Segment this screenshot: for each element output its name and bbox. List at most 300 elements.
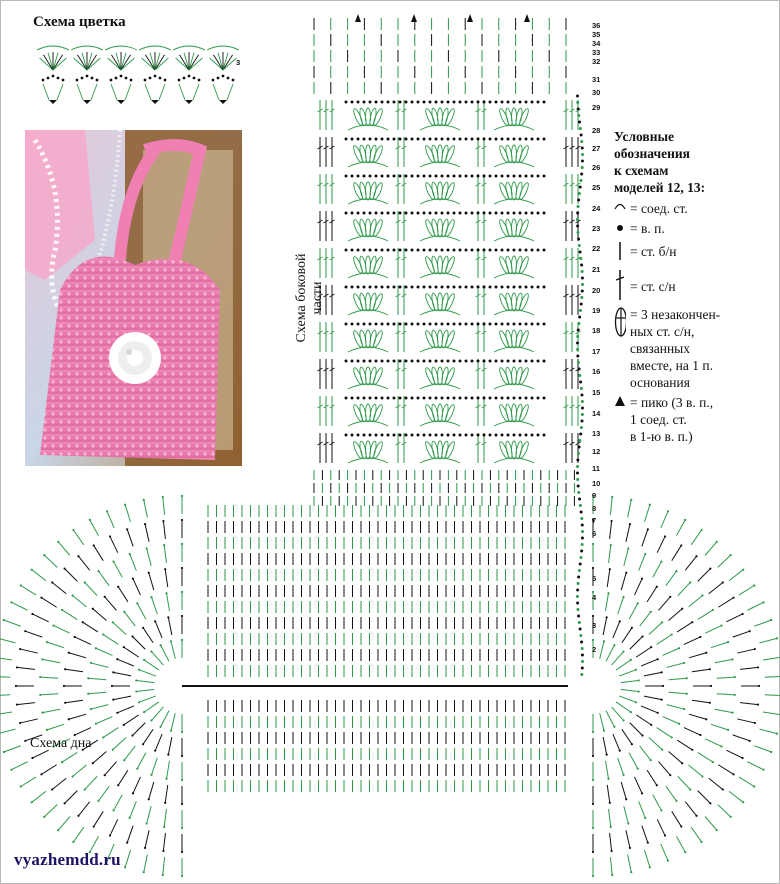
chain-dot-icon [537, 434, 540, 437]
base-radial-tip [116, 712, 118, 714]
base-radial-stitch [32, 791, 46, 802]
chain-dot-icon [531, 138, 534, 141]
base-radial-tip [131, 734, 133, 736]
chain-dot-icon [459, 249, 462, 252]
base-radial-stitch [117, 659, 134, 666]
base-radial-stitch [705, 626, 721, 634]
base-radial-stitch [715, 659, 733, 662]
base-radial-stitch [640, 746, 651, 760]
base-radial-stitch [667, 705, 684, 709]
base-radial-tip [162, 496, 164, 498]
base-radial-stitch [630, 637, 643, 650]
base-radial-stitch [649, 622, 662, 634]
chain-dot-icon [429, 434, 432, 437]
chain-dot-icon [519, 175, 522, 178]
chain-dot-icon [399, 323, 402, 326]
row-number: 18 [592, 326, 601, 335]
chain-dot-icon [411, 286, 414, 289]
chain-dot-icon [405, 175, 408, 178]
base-radial-stitch [136, 689, 154, 691]
base-radial-stitch [613, 734, 620, 751]
chain-dot-icon [435, 249, 438, 252]
base-radial-tip [52, 624, 54, 626]
edge-chain-dot [578, 446, 581, 449]
edge-chain-dot [577, 576, 580, 579]
base-radial-tip [631, 743, 633, 745]
base-radial-stitch [644, 672, 662, 676]
edge-chain-dot [579, 504, 582, 507]
base-radial-tip [74, 636, 76, 638]
chain-dot-icon [447, 323, 450, 326]
cluster-3dc-icon [372, 256, 384, 274]
chain-dot-icon [519, 360, 522, 363]
base-radial-stitch [607, 785, 610, 803]
base-radial-stitch [125, 505, 130, 522]
base-radial-tip [611, 874, 613, 876]
chain-dot-icon [471, 323, 474, 326]
edge-chain-dot [581, 524, 584, 527]
base-radial-tip [144, 847, 146, 849]
base-radial-tip [776, 733, 778, 735]
base-radial-tip [709, 802, 711, 804]
base-radial-tip [635, 669, 637, 671]
base-radial-stitch [612, 707, 624, 720]
chain-dot-icon [351, 101, 354, 104]
chain-dot-icon [459, 212, 462, 215]
base-radial-stitch [139, 696, 156, 702]
base-radial-stitch [91, 705, 108, 709]
chain-dot-icon [537, 138, 540, 141]
base-radial-stitch [698, 610, 713, 620]
base-radial-tip [637, 768, 639, 770]
chain-dot-icon [357, 286, 360, 289]
chain-dot-icon [351, 323, 354, 326]
base-radial-stitch [618, 758, 624, 775]
base-radial-tip [68, 652, 70, 654]
chain-dot-icon [465, 434, 468, 437]
edge-chain-dot [581, 277, 584, 280]
chain-dot-icon [543, 360, 546, 363]
base-radial-stitch [83, 622, 98, 632]
base-radial-stitch [113, 622, 126, 634]
base-radial-stitch [709, 583, 723, 594]
base-radial-tip [16, 666, 18, 668]
cluster-3dc-icon [444, 404, 456, 422]
cluster-3dc-icon [372, 108, 384, 126]
chain-dot-icon [393, 101, 396, 104]
edge-chain-dot [576, 589, 579, 592]
base-radial-tip [727, 729, 729, 731]
base-radial-tip [630, 711, 632, 713]
chain-dot-icon [369, 397, 372, 400]
edge-chain-dot [576, 478, 579, 481]
base-radial-tip [683, 708, 685, 710]
base-radial-stitch [698, 569, 711, 582]
chain-dot-icon [357, 101, 360, 104]
edge-chain-dot [581, 413, 584, 416]
base-radial-stitch [0, 729, 15, 734]
base-radial-tip [741, 757, 743, 759]
base-radial-tip [700, 841, 702, 843]
base-radial-tip [627, 547, 629, 549]
chain-dot-icon [417, 249, 420, 252]
chain-dot-icon [447, 360, 450, 363]
base-radial-tip [84, 788, 86, 790]
chain-dot-icon [351, 249, 354, 252]
chain-dot-icon [543, 249, 546, 252]
base-radial-stitch [691, 530, 701, 545]
base-radial-stitch [103, 728, 118, 738]
base-radial-stitch [739, 777, 754, 787]
chain-dot-icon [495, 360, 498, 363]
chain-dot-icon [519, 434, 522, 437]
chain-dot-icon [417, 212, 420, 215]
base-radial-tip [684, 519, 686, 521]
base-radial-stitch [43, 709, 61, 712]
chain-dot-icon [453, 286, 456, 289]
chain-dot-icon [489, 360, 492, 363]
chain-dot-icon [411, 434, 414, 437]
chain-dot-icon [459, 101, 462, 104]
base-radial-tip [742, 569, 744, 571]
chain-dot-icon [399, 138, 402, 141]
base-radial-tip [104, 596, 106, 598]
base-radial-stitch [684, 728, 700, 735]
base-radial-tip [610, 520, 612, 522]
base-radial-tip [143, 499, 145, 501]
base-radial-stitch [107, 511, 114, 528]
base-radial-tip [43, 554, 45, 556]
base-radial-tip [661, 699, 663, 701]
base-radial-tip [609, 802, 611, 804]
base-radial-stitch [65, 669, 83, 672]
chain-dot-icon [501, 175, 504, 178]
chain-dot-icon [489, 138, 492, 141]
cluster-3dc-icon [372, 404, 384, 422]
base-radial-stitch [85, 582, 97, 595]
base-radial-stitch [149, 573, 154, 590]
row-number: 3 [592, 621, 597, 630]
edge-chain-dot [578, 244, 581, 247]
chain-dot-icon [471, 360, 474, 363]
chain-dot-icon [477, 397, 480, 400]
base-radial-tip [123, 611, 125, 613]
base-radial-tip [699, 636, 701, 638]
chain-dot-icon [459, 175, 462, 178]
chain-dot-icon [423, 286, 426, 289]
base-radial-stitch [144, 660, 159, 670]
base-radial-tip [680, 544, 682, 546]
base-radial-stitch [118, 770, 128, 785]
base-radial-stitch [44, 805, 57, 817]
base-radial-stitch [168, 737, 172, 755]
base-radial-tip [770, 751, 772, 753]
base-radial-stitch [145, 524, 149, 542]
base-radial-tip [701, 594, 703, 596]
chain-dot-icon [423, 249, 426, 252]
base-radial-tip [689, 788, 691, 790]
base-radial-tip [143, 871, 145, 873]
base-radial-tip [95, 723, 97, 725]
base-radial-tip [671, 736, 673, 738]
row-number: 32 [592, 57, 601, 66]
chain-dot-icon [531, 249, 534, 252]
base-radial-stitch [113, 696, 131, 700]
base-radial-stitch [677, 622, 692, 632]
base-radial-stitch [644, 696, 662, 700]
base-radial-tip [730, 554, 732, 556]
base-radial-stitch [65, 700, 83, 703]
base-radial-stitch [94, 545, 104, 560]
base-radial-stitch [155, 734, 162, 751]
base-radial-stitch [698, 752, 713, 762]
chain-dot-icon [441, 323, 444, 326]
base-radial-stitch [91, 663, 108, 667]
base-radial-stitch [73, 765, 87, 776]
chain-dot-icon [459, 286, 462, 289]
chain-dot-icon [483, 360, 486, 363]
base-radial-tip [660, 560, 662, 562]
chain-dot-icon [369, 101, 372, 104]
edge-chain-dot [577, 491, 580, 494]
base-radial-tip [644, 553, 646, 555]
chain-dot-icon [429, 175, 432, 178]
base-radial-tip [150, 596, 152, 598]
base-radial-stitch [124, 612, 135, 626]
base-radial-tip [754, 648, 756, 650]
base-radial-stitch [760, 729, 777, 734]
base-radial-tip [15, 685, 17, 687]
base-radial-stitch [151, 652, 163, 665]
base-radial-stitch [151, 597, 157, 614]
chain-dot-icon [375, 249, 378, 252]
base-radial-stitch [684, 637, 700, 644]
base-radial-tip [700, 529, 702, 531]
base-radial-stitch [718, 805, 731, 817]
base-radial-tip [64, 802, 66, 804]
base-radial-stitch [672, 545, 682, 560]
base-radial-stitch [733, 631, 750, 637]
base-radial-tip [684, 851, 686, 853]
row-number: 33 [592, 48, 601, 57]
base-radial-stitch [737, 719, 755, 723]
chain-dot-icon [363, 323, 366, 326]
base-radial-tip [644, 817, 646, 819]
chain-dot-icon [453, 101, 456, 104]
base-radial-stitch [124, 647, 139, 657]
chain-dot-icon [501, 249, 504, 252]
edge-chain-dot [577, 582, 580, 585]
base-radial-stitch [0, 638, 15, 643]
row-number: 6 [592, 529, 597, 538]
base-radial-tip [104, 774, 106, 776]
row-number: 10 [592, 479, 601, 488]
chain-dot-icon [405, 323, 408, 326]
base-radial-tip [150, 774, 152, 776]
edge-chain-dot [579, 309, 582, 312]
cluster-3dc-icon [518, 293, 530, 311]
cluster-3dc-icon [444, 256, 456, 274]
chain-dot-icon [525, 138, 528, 141]
base-radial-tip [592, 615, 594, 617]
base-radial-tip [709, 568, 711, 570]
base-radial-stitch [619, 696, 636, 702]
base-radial-stitch [136, 680, 154, 682]
base-radial-stitch [125, 850, 130, 867]
chain-dot-icon [465, 249, 468, 252]
cluster-3dc-icon [372, 293, 384, 311]
base-radial-stitch [657, 728, 672, 738]
base-radial-stitch [130, 801, 137, 818]
chain-dot-icon [489, 286, 492, 289]
chain-dot-icon [375, 101, 378, 104]
base-radial-tip [61, 761, 63, 763]
base-radial-stitch [79, 802, 90, 816]
chain-dot-icon [465, 175, 468, 178]
chain-dot-icon [459, 434, 462, 437]
chain-dot-icon [513, 397, 516, 400]
chain-dot-icon [483, 397, 486, 400]
base-radial-tip [43, 816, 45, 818]
cluster-3dc-icon [444, 108, 456, 126]
cluster-3dc-icon [372, 367, 384, 385]
base-radial-stitch [692, 700, 710, 703]
edge-chain-dot [578, 498, 581, 501]
base-radial-tip [641, 792, 643, 794]
chain-dot-icon [435, 360, 438, 363]
chain-dot-icon [513, 249, 516, 252]
chain-dot-icon [453, 249, 456, 252]
row-number: 26 [592, 163, 601, 172]
base-radial-tip [664, 535, 666, 537]
chain-dot-icon [441, 434, 444, 437]
base-radial-tip [613, 726, 615, 728]
base-radial-tip [31, 569, 33, 571]
row-number: 30 [592, 88, 601, 97]
chain-dot-icon [507, 249, 510, 252]
base-radial-stitch [147, 806, 151, 823]
base-radial-stitch [117, 706, 134, 713]
chain-dot-icon [477, 212, 480, 215]
base-radial-stitch [610, 833, 612, 851]
row-number: 12 [592, 447, 601, 456]
base-radial-tip [24, 740, 26, 742]
base-radial-tip [609, 568, 611, 570]
base-radial-tip [97, 800, 99, 802]
base-radial-tip [51, 788, 53, 790]
base-radial-tip [667, 510, 669, 512]
edge-chain-dot [579, 381, 582, 384]
bottom-scheme-label: Схема дна [30, 736, 92, 751]
base-radial-tip [90, 662, 92, 664]
base-radial-stitch [616, 660, 631, 670]
chain-dot-icon [495, 212, 498, 215]
base-radial-stitch [663, 648, 679, 655]
edge-chain-dot [576, 472, 579, 475]
row-number: 17 [592, 347, 601, 356]
base-radial-stitch [689, 714, 706, 719]
cluster-3dc-icon [372, 330, 384, 348]
chain-dot-icon [369, 286, 372, 289]
picot-triangle-icon [467, 14, 473, 22]
base-radial-stitch [729, 791, 743, 802]
cluster-3dc-icon [372, 145, 384, 163]
chain-dot-icon [477, 249, 480, 252]
base-radial-tip [112, 809, 114, 811]
chain-dot-icon [447, 138, 450, 141]
base-radial-stitch [137, 753, 146, 769]
base-radial-stitch [143, 729, 153, 744]
base-radial-stitch [676, 836, 685, 852]
chain-dot-icon [387, 434, 390, 437]
chain-dot-icon [429, 212, 432, 215]
edge-chain-dot [580, 426, 583, 429]
base-radial-tip [647, 528, 649, 530]
base-radial-stitch [99, 786, 110, 801]
base-radial-tip [749, 740, 751, 742]
chain-dot-icon [531, 286, 534, 289]
base-radial-tip [116, 658, 118, 660]
chain-dot-icon [519, 323, 522, 326]
base-radial-tip [181, 851, 183, 853]
base-radial-stitch [606, 711, 614, 727]
edge-chain-dot [581, 647, 584, 650]
chain-dot-icon [465, 212, 468, 215]
base-radial-tip [619, 750, 621, 752]
chain-dot-icon [453, 175, 456, 178]
chain-dot-icon [507, 286, 510, 289]
base-radial-stitch [657, 819, 665, 835]
base-radial-tip [592, 779, 594, 781]
base-radial-tip [72, 529, 74, 531]
base-radial-tip [109, 834, 111, 836]
base-radial-stitch [52, 778, 66, 789]
base-radial-stitch [621, 573, 626, 590]
chain-dot-icon [495, 101, 498, 104]
chain-dot-icon [345, 175, 348, 178]
base-radial-tip [712, 609, 714, 611]
base-radial-tip [112, 671, 114, 673]
cluster-3dc-icon [518, 145, 530, 163]
chain-dot-icon [495, 434, 498, 437]
base-radial-stitch [151, 758, 157, 775]
base-radial-stitch [606, 761, 609, 779]
row-number: 11 [592, 464, 600, 473]
base-radial-tip [117, 586, 119, 588]
base-radial-tip [51, 581, 53, 583]
edge-chain-dot [578, 368, 581, 371]
chain-dot-icon [495, 249, 498, 252]
edge-chain-dot [577, 199, 580, 202]
base-radial-tip [160, 726, 162, 728]
chain-dot-icon [381, 323, 384, 326]
base-radial-tip [762, 601, 764, 603]
base-radial-tip [41, 658, 43, 660]
base-radial-tip [163, 544, 165, 546]
chain-dot-icon [393, 434, 396, 437]
chain-dot-icon [453, 434, 456, 437]
row-number: 34 [592, 39, 601, 48]
base-radial-stitch [718, 555, 731, 567]
base-radial-tip [138, 701, 140, 703]
chain-dot-icon [525, 212, 528, 215]
base-radial-stitch [692, 669, 710, 672]
base-radial-stitch [105, 762, 117, 776]
edge-chain-dot [580, 303, 583, 306]
chain-dot-icon [369, 434, 372, 437]
chain-dot-icon [435, 286, 438, 289]
edge-chain-dot [578, 621, 581, 624]
